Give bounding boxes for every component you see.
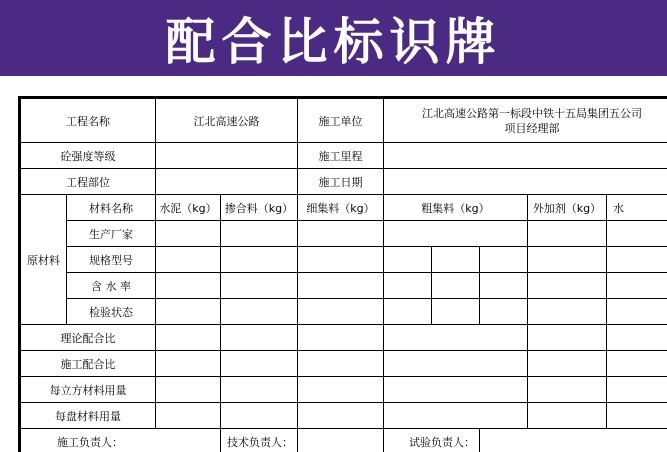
cell [607, 299, 667, 325]
project-name-label: 工程名称 [21, 99, 156, 143]
cell [221, 351, 298, 377]
cell [298, 221, 384, 247]
cell [607, 403, 667, 429]
banner-gap [0, 76, 667, 96]
title-banner [0, 0, 667, 76]
raw-materials-label: 原材料 [21, 195, 67, 325]
test-lead-value [480, 429, 667, 452]
page-title: 配合比标识牌 [166, 2, 502, 74]
cell [156, 325, 221, 351]
row-manufacturer [21, 221, 667, 247]
cell [298, 403, 384, 429]
technical-lead-label: 技术负责人： [221, 429, 298, 452]
cell [607, 325, 667, 351]
cell [384, 273, 432, 299]
cell [156, 247, 221, 273]
date-value [384, 169, 667, 195]
per-cubic-label: 每立方材料用量 [21, 377, 156, 403]
cell [432, 299, 480, 325]
row-part [21, 169, 667, 195]
row-per-batch [21, 403, 667, 429]
manufacturer-label: 生产厂家 [67, 221, 156, 247]
contractor-value-line2: 项目经理部 [505, 122, 560, 135]
cell [298, 247, 384, 273]
row-inspection [21, 299, 667, 325]
spec-label: 规格型号 [67, 247, 156, 273]
cell [221, 403, 298, 429]
row-strength [21, 143, 667, 169]
row-construction-ratio [21, 351, 667, 377]
cell [528, 221, 607, 247]
mileage-value [384, 143, 667, 169]
row-materials-header [21, 195, 667, 221]
cell [298, 325, 384, 351]
cell [156, 377, 221, 403]
cell [384, 325, 528, 351]
inspection-label: 检验状态 [67, 299, 156, 325]
cell [528, 273, 607, 299]
date-label: 施工日期 [298, 169, 384, 195]
cell [384, 221, 528, 247]
moisture-label: 含 水 率 [67, 273, 156, 299]
cell [384, 377, 528, 403]
cell [156, 273, 221, 299]
col-fine-aggregate-header: 细集料（kg） [298, 195, 384, 221]
contractor-value-line1: 江北高速公路第一标段中铁十五局集团五公司 [422, 107, 642, 120]
cell [607, 221, 667, 247]
per-batch-label: 每盘材料用量 [21, 403, 156, 429]
cell [432, 247, 480, 273]
cell [480, 299, 528, 325]
cell [156, 221, 221, 247]
col-admixture-header: 掺合料（kg） [221, 195, 298, 221]
cell [384, 299, 432, 325]
cell [221, 247, 298, 273]
cell [384, 403, 528, 429]
project-name-value: 江北高速公路 [156, 99, 298, 143]
part-value [156, 169, 298, 195]
cell [432, 273, 480, 299]
cell [384, 351, 528, 377]
row-moisture [21, 273, 667, 299]
form-table [20, 98, 667, 452]
cell [221, 325, 298, 351]
material-name-header: 材料名称 [67, 195, 156, 221]
test-lead-label: 试验负责人： [384, 429, 480, 452]
row-signatures [21, 429, 667, 452]
cell [298, 273, 384, 299]
cell [528, 325, 607, 351]
part-label: 工程部位 [21, 169, 156, 195]
row-spec [21, 247, 667, 273]
cell [528, 377, 607, 403]
row-project [21, 99, 667, 143]
cell [528, 403, 607, 429]
cell [528, 247, 607, 273]
cell [480, 247, 528, 273]
cell [221, 377, 298, 403]
col-coarse-aggregate-header: 粗集料（kg） [384, 195, 528, 221]
contractor-value [384, 99, 667, 143]
cell [528, 299, 607, 325]
cell [607, 351, 667, 377]
cell [384, 247, 432, 273]
col-cement-header: 水泥（kg） [156, 195, 221, 221]
cell [221, 221, 298, 247]
construction-ratio-label: 施工配合比 [21, 351, 156, 377]
row-per-cubic [21, 377, 667, 403]
cell [607, 247, 667, 273]
col-additive-header: 外加剂（kg） [528, 195, 607, 221]
strength-label: 砼强度等级 [21, 143, 156, 169]
mileage-label: 施工里程 [298, 143, 384, 169]
mix-ratio-form [18, 96, 667, 452]
cell [221, 273, 298, 299]
cell [298, 351, 384, 377]
strength-value [156, 143, 298, 169]
cell [156, 299, 221, 325]
construction-lead-label: 施工负责人： [21, 429, 221, 452]
cell [156, 351, 221, 377]
cell [156, 403, 221, 429]
col-water-header: 水 [607, 195, 667, 221]
cell [607, 273, 667, 299]
cell [298, 299, 384, 325]
cell [298, 377, 384, 403]
cell [221, 299, 298, 325]
row-theory-ratio [21, 325, 667, 351]
cell [607, 377, 667, 403]
theory-ratio-label: 理论配合比 [21, 325, 156, 351]
technical-lead-value [298, 429, 384, 452]
contractor-label: 施工单位 [298, 99, 384, 143]
cell [480, 273, 528, 299]
cell [528, 351, 607, 377]
